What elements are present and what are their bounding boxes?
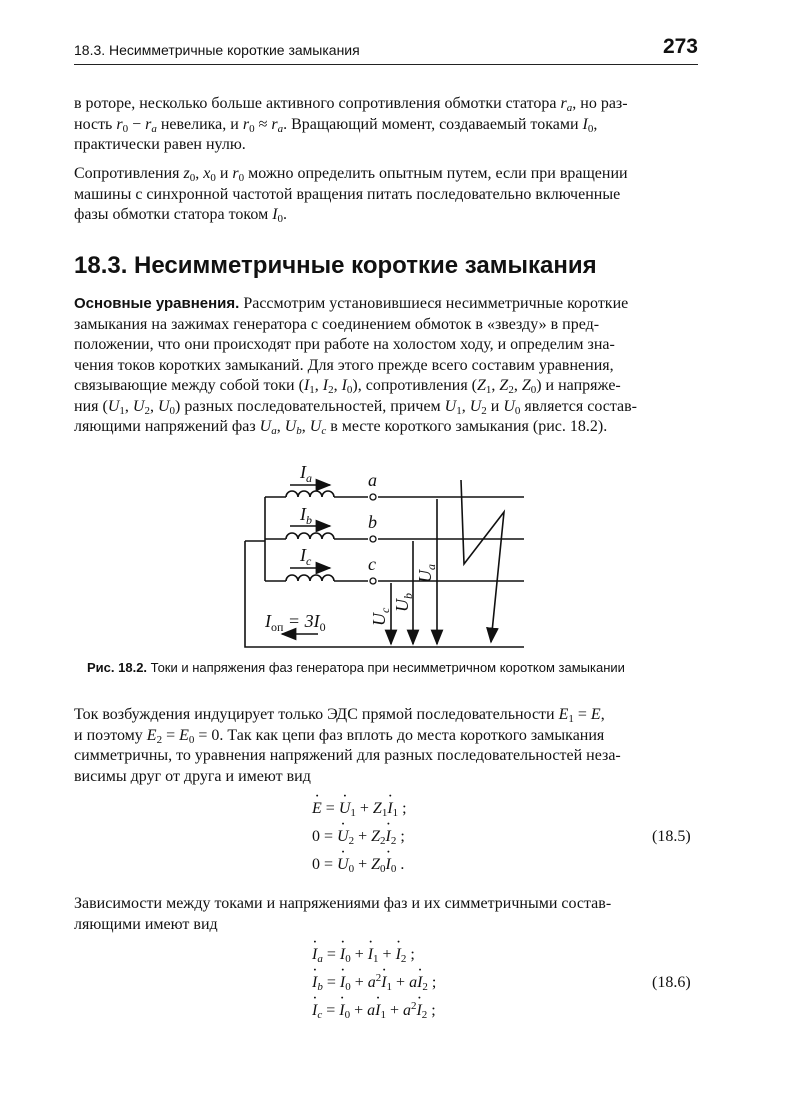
runin-heading: Основные уравнения. [74, 295, 240, 312]
running-head-title: 18.3. Несимметричные короткие замыкания [74, 42, 360, 58]
svg-text:Uc: $U_c$ [369, 607, 392, 626]
basic-equations-paragraph: Основные уравнения. Рассмотрим установившиеся несимметричные короткие замыкания на зажимах генератора с соединением обмоток в «звезду» в пред- положении, что они происходят при работе на холостом ходу, и определим зна- чения токов коротких замыканий. Для этого прежде всего составим уравнения, связывающие между собой токи ($I_1$, $I_2$, $I_0$), сопротивления ($Z_1$, $Z_2$, $Z_0$) и напряже- ния ($U_1$, $U_2$, $U_0$) разных последовательностей, причем $U_1$, $U_2$ и $U_0$ является состав- ляющими напряжений фаз $U_a$, $U_b$, $U_c$ в месте короткого замыкания (рис. 18.2). [74, 295, 637, 437]
svg-text:Iоп = 3I0: $I_{оп} = 3I_0$ [265, 611, 326, 634]
after-figure-paragraph: Ток возбуждения индуцирует только ЭДС прямой последовательности $E_1 = E$, и поэтому $E_2 = E_0 = 0$. Так как цепи фаз вплоть до места короткого замыкания симметричны, то уравнения напряжений для разных последовательностей неза- висимы друг от друга и имеют вид [74, 706, 621, 785]
section-heading: 18.3. Несимметричные короткие замыкания [74, 252, 597, 279]
svg-text:Ib: $I_b$ [300, 504, 312, 527]
intro-paragraph-1: в роторе, несколько больше активного сопротивления обмотки статора $r_a$, но раз- ность $r_0 - r_a$ невелика, и $r_0 \approx r_a$. Вращающий момент, создаваемый токами $I_0$, практически равен нулю. [74, 95, 628, 153]
svg-text:Ua: $U_a$ [415, 564, 438, 583]
equation-number: (18.6) [652, 974, 691, 991]
equation-number: (18.5) [652, 828, 691, 845]
svg-text:c: c [368, 554, 376, 574]
fault-symbol [461, 480, 504, 642]
svg-text:Ic: $I_c$ [300, 545, 312, 568]
svg-text:b: b [368, 512, 377, 532]
figure-caption: Рис. 18.2. Токи и напряжения фаз генератора при несимметричном коротком замыкании [87, 660, 625, 675]
between-paragraph: Зависимости между токами и напряжениями фаз и их симметричными состав- ляющими имеют вид [74, 895, 612, 933]
coil-c [286, 575, 334, 581]
neutral-return-wire [245, 541, 524, 647]
coil-b [286, 533, 334, 539]
svg-text:a: a [368, 470, 377, 490]
page-number: 273 [662, 35, 698, 58]
intro-paragraph-2: Сопротивления $z_0$, $x_0$ и $r_0$ можно определить опытным путем, если при вращении машины с синхронной частотой вращения питать последовательно включенные фазы обмотки статора током $I_0$. [74, 165, 628, 225]
coil-a [286, 491, 334, 497]
svg-text:Ia: $I_a$ [300, 462, 312, 485]
svg-text:Ub: $U_b$ [392, 593, 415, 612]
